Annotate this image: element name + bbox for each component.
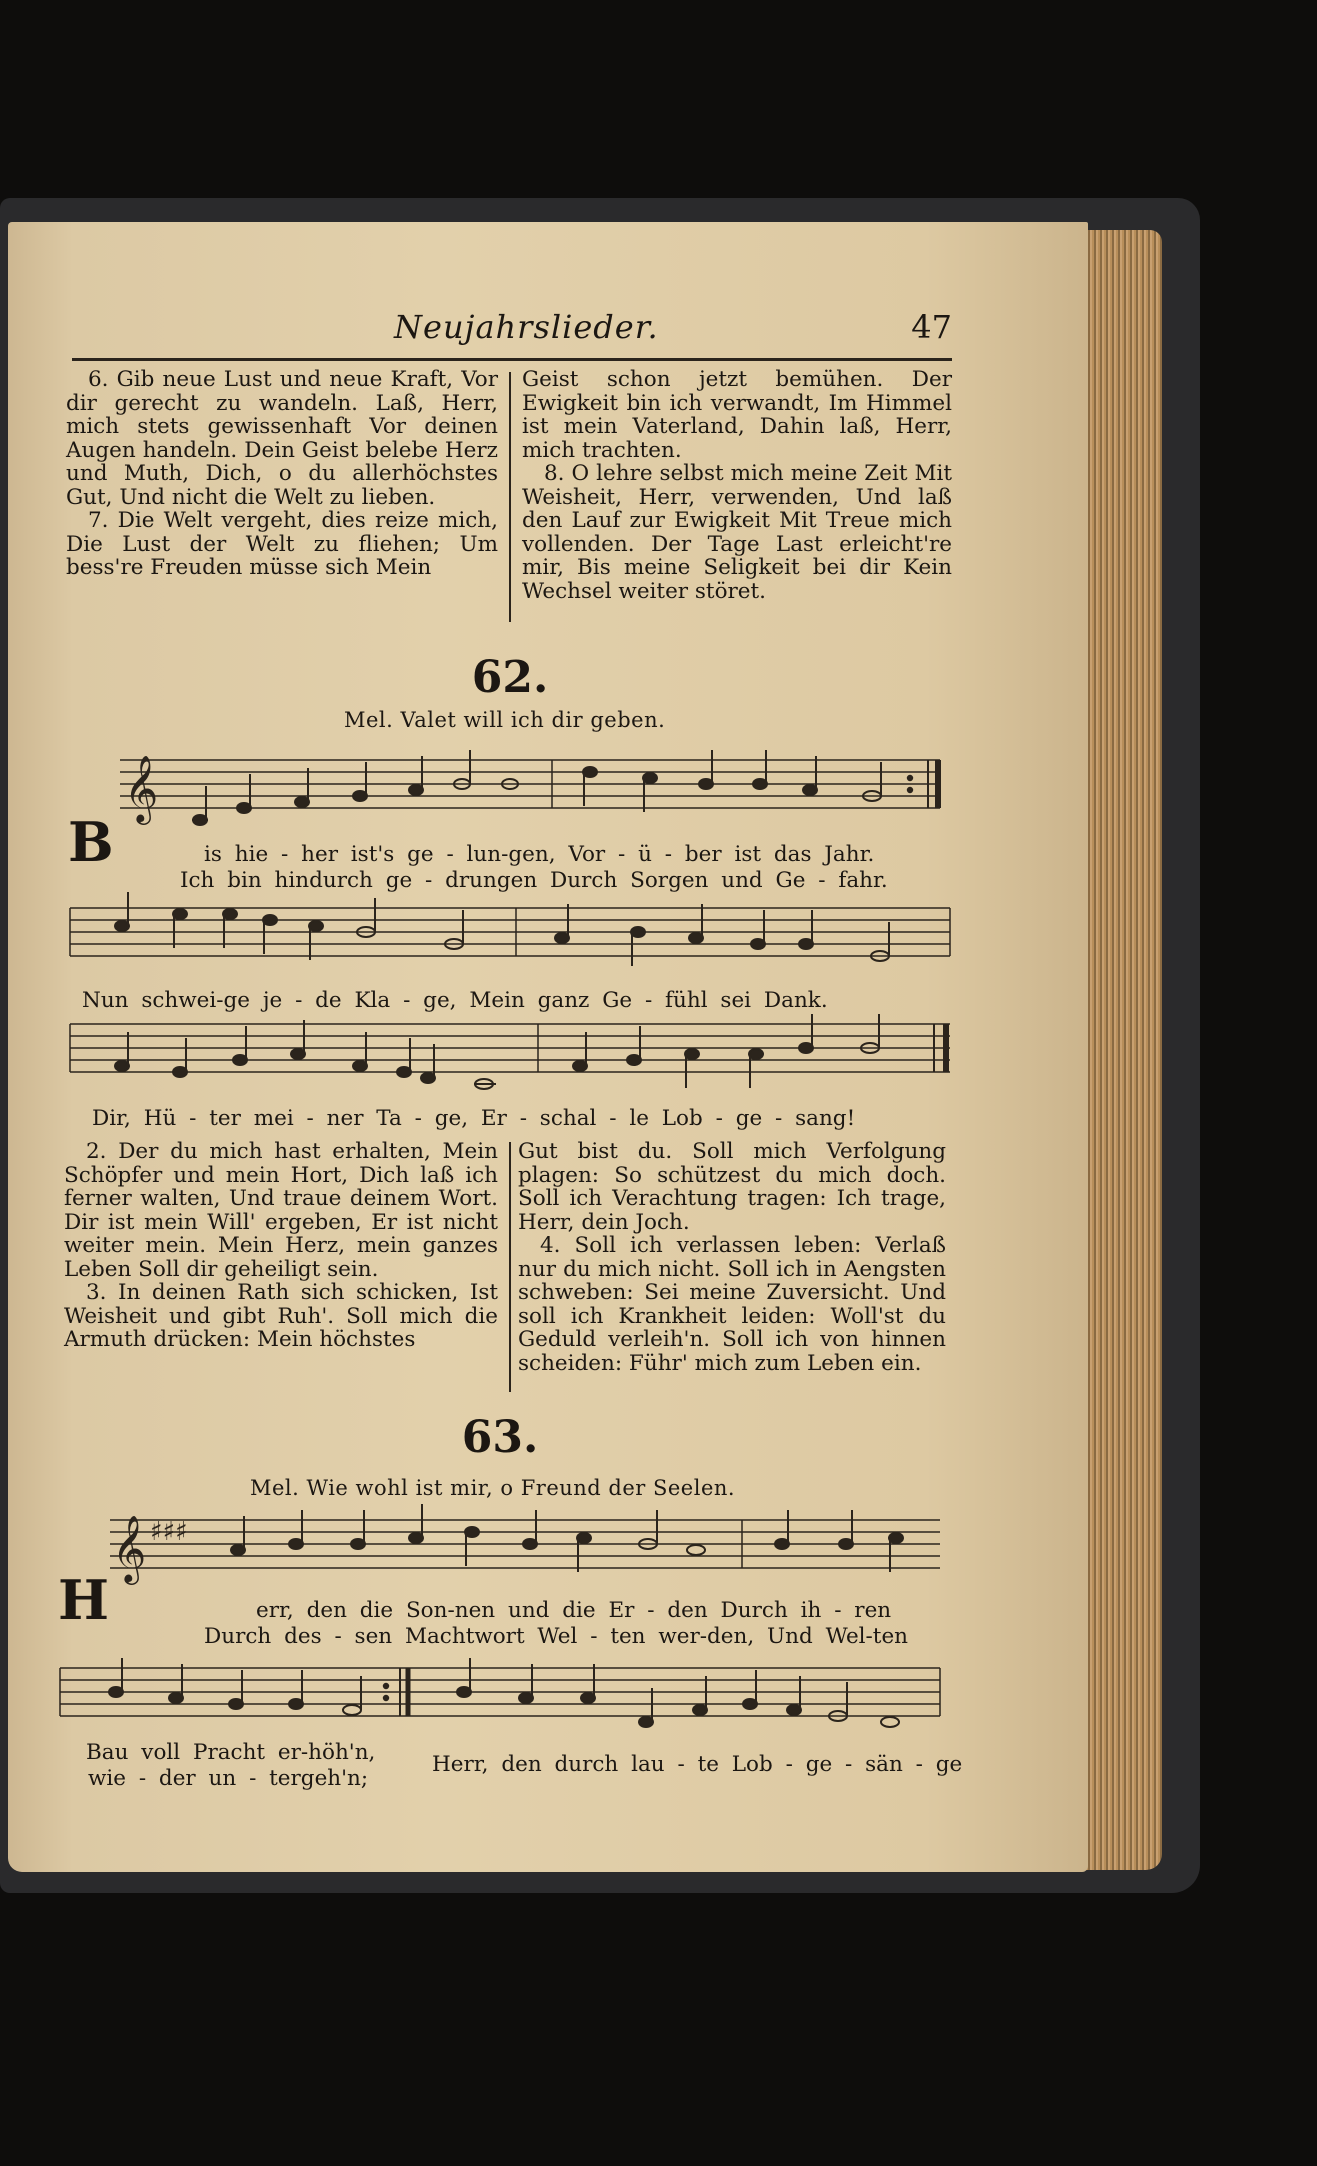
music-staff-5	[60, 1656, 950, 1746]
drop-initial: H	[58, 1568, 110, 1632]
music-staff-2	[70, 896, 950, 976]
hymn61-right-column	[522, 368, 952, 603]
lyrics-line: Ich bin hindurch ge - drungen Durch Sorgen und Ge - fahr.	[180, 868, 888, 893]
melody-reference: Mel. Wie wohl ist mir, o Freund der Seelen.	[250, 1476, 736, 1500]
hymn-number: 62.	[471, 652, 549, 703]
hymn-number: 63.	[461, 1412, 539, 1463]
lyrics-line: Dir, Hü - ter mei - ner Ta - ge, Er - schal - le Lob - ge - sang!	[92, 1106, 856, 1131]
music-staff-4	[110, 1508, 950, 1588]
stanza-7: 7. Die Welt vergeht, dies reize mich, Die Lust der Welt zu fliehen; Um bess're Freuden müsse sich Mein	[66, 508, 498, 580]
drop-initial: B	[68, 810, 114, 874]
lyrics-line: Herr, den durch lau - te Lob - ge - sän - ge	[432, 1752, 963, 1777]
svg-text:♯♯♯: ♯♯♯	[150, 1517, 188, 1547]
lyrics-line: Nun schwei-ge je - de Kla - ge, Mein ganz Ge - fühl sei Dank.	[82, 988, 828, 1013]
melody-reference: Mel. Valet will ich dir geben.	[344, 708, 666, 732]
music-staff-1	[120, 748, 950, 828]
lyrics-line: Bau voll Pracht er-höh'n,	[86, 1740, 376, 1765]
music-staff-3	[70, 1012, 950, 1112]
page-edges	[1080, 230, 1162, 1870]
stanza-3: 3. In deinen Rath sich schicken, Ist Weisheit und gibt Ruh'. Soll mich die Armuth drücken: Mein höchstes	[64, 1280, 498, 1352]
page-number: 47	[911, 308, 952, 346]
lyrics-line: err, den die Son-nen und die Er - den Durch ih - ren	[256, 1598, 892, 1623]
stanza-3-continued: Gut bist du. Soll mich Verfolgung plagen: So schützest du mich doch. Soll ich Verachtung tragen: Ich trage, Herr, dein Joch.	[518, 1139, 946, 1235]
hymn61-left-column	[66, 368, 498, 580]
lyrics-line: Durch des - sen Machtwort Wel - ten wer-den, Und Wel-ten	[204, 1624, 909, 1649]
stanza-8: 8. O lehre selbst mich meine Zeit Mit Weisheit, Herr, verwenden, Und laß den Lauf zur Ewigkeit Mit Treue mich vollenden. Der Tage Last erleicht're mir, Bis meine Seligkeit bei dir Kein Wechsel weiter störet.	[522, 461, 952, 604]
running-head: Neujahrslieder.	[394, 308, 659, 346]
stanza-7-continued: Geist schon jetzt bemühen. Der Ewigkeit bin ich verwandt, Im Himmel ist mein Vaterland, Dahin laß, Herr, mich trachten.	[522, 367, 952, 463]
stanza-4: 4. Soll ich verlassen leben: Verlaß nur du mich nicht. Soll ich in Aengsten schweben: Sei meine Zuversicht. Und soll ich Krankheit leiden: Woll'st du Geduld verleih'n. Soll ich von hinnen scheiden: Führ' mich zum Leben ein.	[518, 1233, 946, 1376]
column-divider	[509, 1142, 511, 1392]
lyrics-line: is hie - her ist's ge - lun-gen, Vor - ü - ber ist das Jahr.	[204, 842, 875, 867]
header-rule	[72, 358, 952, 361]
lyrics-line: wie - der un - tergeh'n;	[88, 1766, 369, 1791]
column-divider	[509, 372, 511, 622]
svg-text:𝄞: 𝄞	[124, 754, 159, 822]
stanza-2: 2. Der du mich hast erhalten, Mein Schöpfer und mein Hort, Dich laß ich ferner walten, Und traue deinem Wort. Dir ist mein Will' ergeben, Er ist nicht weiter mein. Mein Herz, mein ganzes Leben Soll dir geheiligt sein.	[64, 1139, 498, 1282]
hymn62-left-column	[64, 1140, 498, 1352]
stanza-6: 6. Gib neue Lust und neue Kraft, Vor dir gerecht zu wandeln. Laß, Herr, mich stets gewissenhaft Vor deinen Augen handeln. Dein Geist belebe Herz und Muth, Dich, o du allerhöchstes Gut, Und nicht die Welt zu lieben.	[66, 367, 498, 510]
svg-text:𝄞: 𝄞	[112, 1514, 147, 1582]
hymn62-right-column	[518, 1140, 946, 1375]
page-header	[72, 308, 952, 352]
